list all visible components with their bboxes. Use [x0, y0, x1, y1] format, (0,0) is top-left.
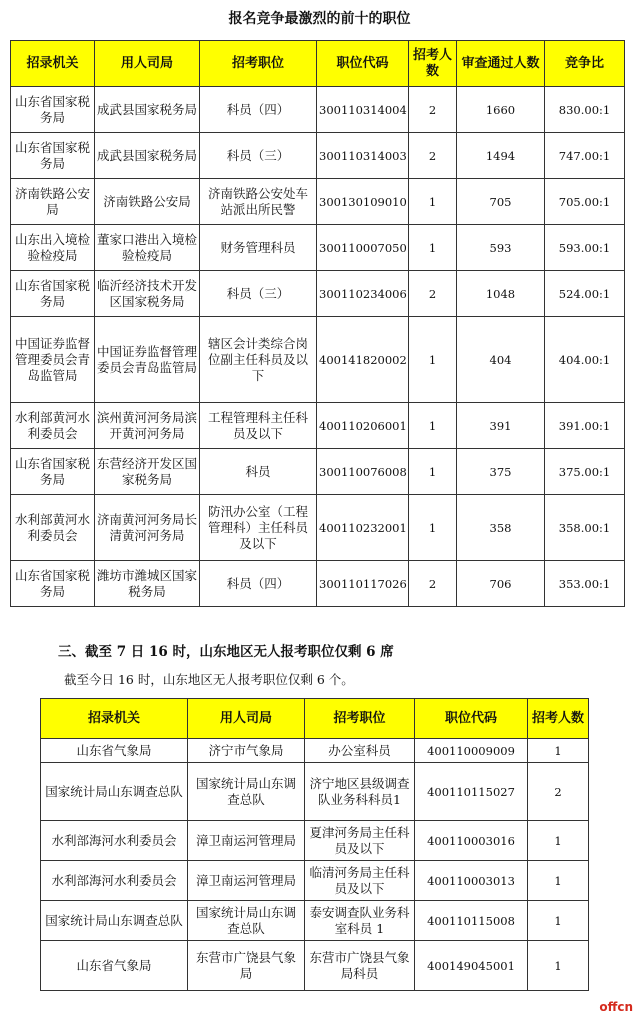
cell-recruiting-agency: 山东省国家税务局 [11, 561, 95, 607]
cell-position: 夏津河务局主任科员及以下 [305, 821, 415, 861]
cell-headcount: 1 [409, 179, 457, 225]
cell-position: 科员（三） [200, 133, 317, 179]
cell-recruiting-agency: 山东省国家税务局 [11, 449, 95, 495]
cell-position: 科员（四） [200, 87, 317, 133]
cell-recruiting-agency: 山东省国家税务局 [11, 87, 95, 133]
header-position: 招考职位 [305, 699, 415, 739]
cell-employing-bureau: 济南黄河河务局长清黄河河务局 [95, 495, 200, 561]
cell-recruiting-agency: 水利部黄河水利委员会 [11, 495, 95, 561]
cell-position-code: 400141820002 [317, 317, 409, 403]
header-headcount: 招考人数 [528, 699, 589, 739]
cell-headcount: 1 [528, 941, 589, 991]
table-row [41, 739, 589, 763]
table-row [11, 133, 625, 179]
table-row [11, 317, 625, 403]
cell-recruiting-agency: 水利部黄河水利委员会 [11, 403, 95, 449]
cell-headcount: 2 [409, 561, 457, 607]
cell-position: 济宁地区县级调查队业务科科员1 [305, 763, 415, 821]
header-position-code: 职位代码 [415, 699, 528, 739]
header-employing-bureau: 用人司局 [95, 41, 200, 87]
cell-position-code: 300130109010 [317, 179, 409, 225]
cell-recruiting-agency: 水利部海河水利委员会 [41, 861, 188, 901]
header-position: 招考职位 [200, 41, 317, 87]
cell-position-code: 300110076008 [317, 449, 409, 495]
cell-position-code: 400110115027 [415, 763, 528, 821]
table-row [11, 561, 625, 607]
table-row [41, 821, 589, 861]
cell-competition-ratio: 747.00:1 [545, 133, 625, 179]
cell-employing-bureau: 滨州黄河河务局滨开黄河河务局 [95, 403, 200, 449]
cell-headcount: 2 [528, 763, 589, 821]
cell-position: 临清河务局主任科员及以下 [305, 861, 415, 901]
cell-approved-count: 404 [457, 317, 545, 403]
header-approved-count: 审查通过人数 [457, 41, 545, 87]
cell-position: 科员（四） [200, 561, 317, 607]
table1-title: 报名竞争最激烈的前十的职位 [228, 11, 411, 27]
cell-competition-ratio: 524.00:1 [545, 271, 625, 317]
cell-headcount: 1 [528, 901, 589, 941]
cell-headcount: 1 [409, 449, 457, 495]
offcn-watermark: offcn [599, 1000, 633, 1014]
cell-position-code: 300110117026 [317, 561, 409, 607]
cell-headcount: 1 [528, 821, 589, 861]
cell-recruiting-agency: 山东省气象局 [41, 739, 188, 763]
cell-employing-bureau: 潍坊市潍城区国家税务局 [95, 561, 200, 607]
cell-position-code: 400110206001 [317, 403, 409, 449]
cell-employing-bureau: 济南铁路公安局 [95, 179, 200, 225]
cell-approved-count: 375 [457, 449, 545, 495]
cell-headcount: 1 [409, 403, 457, 449]
table-row [41, 861, 589, 901]
cell-recruiting-agency: 山东省国家税务局 [11, 133, 95, 179]
cell-employing-bureau: 成武县国家税务局 [95, 87, 200, 133]
summary-paragraph: 截至今日 16 时，山东地区无人报考职位仅剩 6 个。 [64, 672, 354, 687]
cell-headcount: 2 [409, 271, 457, 317]
table-row [11, 403, 625, 449]
cell-position: 防汛办公室（工程管理科）主任科员及以下 [200, 495, 317, 561]
cell-headcount: 2 [409, 87, 457, 133]
section-heading: 三、截至 7 日 16 时，山东地区无人报考职位仅剩 6 席 [58, 644, 394, 660]
table-row [41, 763, 589, 821]
cell-position: 济南铁路公安处车站派出所民警 [200, 179, 317, 225]
cell-headcount: 1 [409, 225, 457, 271]
cell-competition-ratio: 391.00:1 [545, 403, 625, 449]
cell-employing-bureau: 临沂经济技术开发区国家税务局 [95, 271, 200, 317]
cell-approved-count: 705 [457, 179, 545, 225]
cell-competition-ratio: 375.00:1 [545, 449, 625, 495]
cell-position: 科员（三） [200, 271, 317, 317]
cell-competition-ratio: 358.00:1 [545, 495, 625, 561]
cell-employing-bureau: 东营经济开发区国家税务局 [95, 449, 200, 495]
cell-employing-bureau: 董家口港出入境检验检疫局 [95, 225, 200, 271]
cell-approved-count: 706 [457, 561, 545, 607]
top-ten-competition-table [10, 40, 625, 607]
cell-approved-count: 1048 [457, 271, 545, 317]
table-row [11, 495, 625, 561]
cell-competition-ratio: 830.00:1 [545, 87, 625, 133]
cell-position-code: 400149045001 [415, 941, 528, 991]
cell-headcount: 1 [528, 861, 589, 901]
cell-recruiting-agency: 水利部海河水利委员会 [41, 821, 188, 861]
table1-header-row [11, 41, 625, 87]
cell-position: 辖区会计类综合岗位副主任科员及以下 [200, 317, 317, 403]
table-row [41, 941, 589, 991]
cell-approved-count: 1494 [457, 133, 545, 179]
cell-recruiting-agency: 山东省国家税务局 [11, 271, 95, 317]
cell-position: 科员 [200, 449, 317, 495]
cell-competition-ratio: 593.00:1 [545, 225, 625, 271]
cell-employing-bureau: 东营市广饶县气象局 [188, 941, 305, 991]
cell-position-code: 300110234006 [317, 271, 409, 317]
cell-position-code: 400110003016 [415, 821, 528, 861]
cell-recruiting-agency: 山东省气象局 [41, 941, 188, 991]
cell-position: 办公室科员 [305, 739, 415, 763]
header-headcount: 招考人数 [409, 41, 457, 87]
cell-approved-count: 593 [457, 225, 545, 271]
cell-employing-bureau: 济宁市气象局 [188, 739, 305, 763]
header-employing-bureau: 用人司局 [188, 699, 305, 739]
cell-employing-bureau: 中国证券监督管理委员会青岛监管局 [95, 317, 200, 403]
cell-approved-count: 358 [457, 495, 545, 561]
cell-recruiting-agency: 山东出入境检验检疫局 [11, 225, 95, 271]
cell-employing-bureau: 漳卫南运河管理局 [188, 821, 305, 861]
cell-employing-bureau: 漳卫南运河管理局 [188, 861, 305, 901]
cell-employing-bureau: 成武县国家税务局 [95, 133, 200, 179]
cell-position-code: 400110115008 [415, 901, 528, 941]
table-row [41, 901, 589, 941]
cell-recruiting-agency: 国家统计局山东调查总队 [41, 901, 188, 941]
cell-position-code: 300110007050 [317, 225, 409, 271]
header-recruiting-agency: 招录机关 [41, 699, 188, 739]
cell-position: 泰安调查队业务科室科员 1 [305, 901, 415, 941]
cell-position-code: 400110232001 [317, 495, 409, 561]
cell-position-code: 300110314003 [317, 133, 409, 179]
table-row [11, 449, 625, 495]
cell-headcount: 2 [409, 133, 457, 179]
table-row [11, 87, 625, 133]
cell-employing-bureau: 国家统计局山东调查总队 [188, 901, 305, 941]
cell-position: 东营市广饶县气象局科员 [305, 941, 415, 991]
cell-employing-bureau: 国家统计局山东调查总队 [188, 763, 305, 821]
header-position-code: 职位代码 [317, 41, 409, 87]
header-recruiting-agency: 招录机关 [11, 41, 95, 87]
cell-recruiting-agency: 国家统计局山东调查总队 [41, 763, 188, 821]
cell-position: 工程管理科主任科员及以下 [200, 403, 317, 449]
cell-position: 财务管理科员 [200, 225, 317, 271]
cell-position-code: 400110003013 [415, 861, 528, 901]
table-row [11, 179, 625, 225]
cell-headcount: 1 [528, 739, 589, 763]
cell-competition-ratio: 404.00:1 [545, 317, 625, 403]
cell-approved-count: 1660 [457, 87, 545, 133]
header-competition-ratio: 竞争比 [545, 41, 625, 87]
cell-headcount: 1 [409, 317, 457, 403]
cell-recruiting-agency: 济南铁路公安局 [11, 179, 95, 225]
cell-position-code: 400110009009 [415, 739, 528, 763]
table-row [11, 225, 625, 271]
cell-competition-ratio: 705.00:1 [545, 179, 625, 225]
table-row [11, 271, 625, 317]
cell-position-code: 300110314004 [317, 87, 409, 133]
cell-competition-ratio: 353.00:1 [545, 561, 625, 607]
unfilled-positions-table [40, 698, 589, 991]
cell-recruiting-agency: 中国证券监督管理委员会青岛监管局 [11, 317, 95, 403]
table2-header-row [41, 699, 589, 739]
cell-headcount: 1 [409, 495, 457, 561]
cell-approved-count: 391 [457, 403, 545, 449]
